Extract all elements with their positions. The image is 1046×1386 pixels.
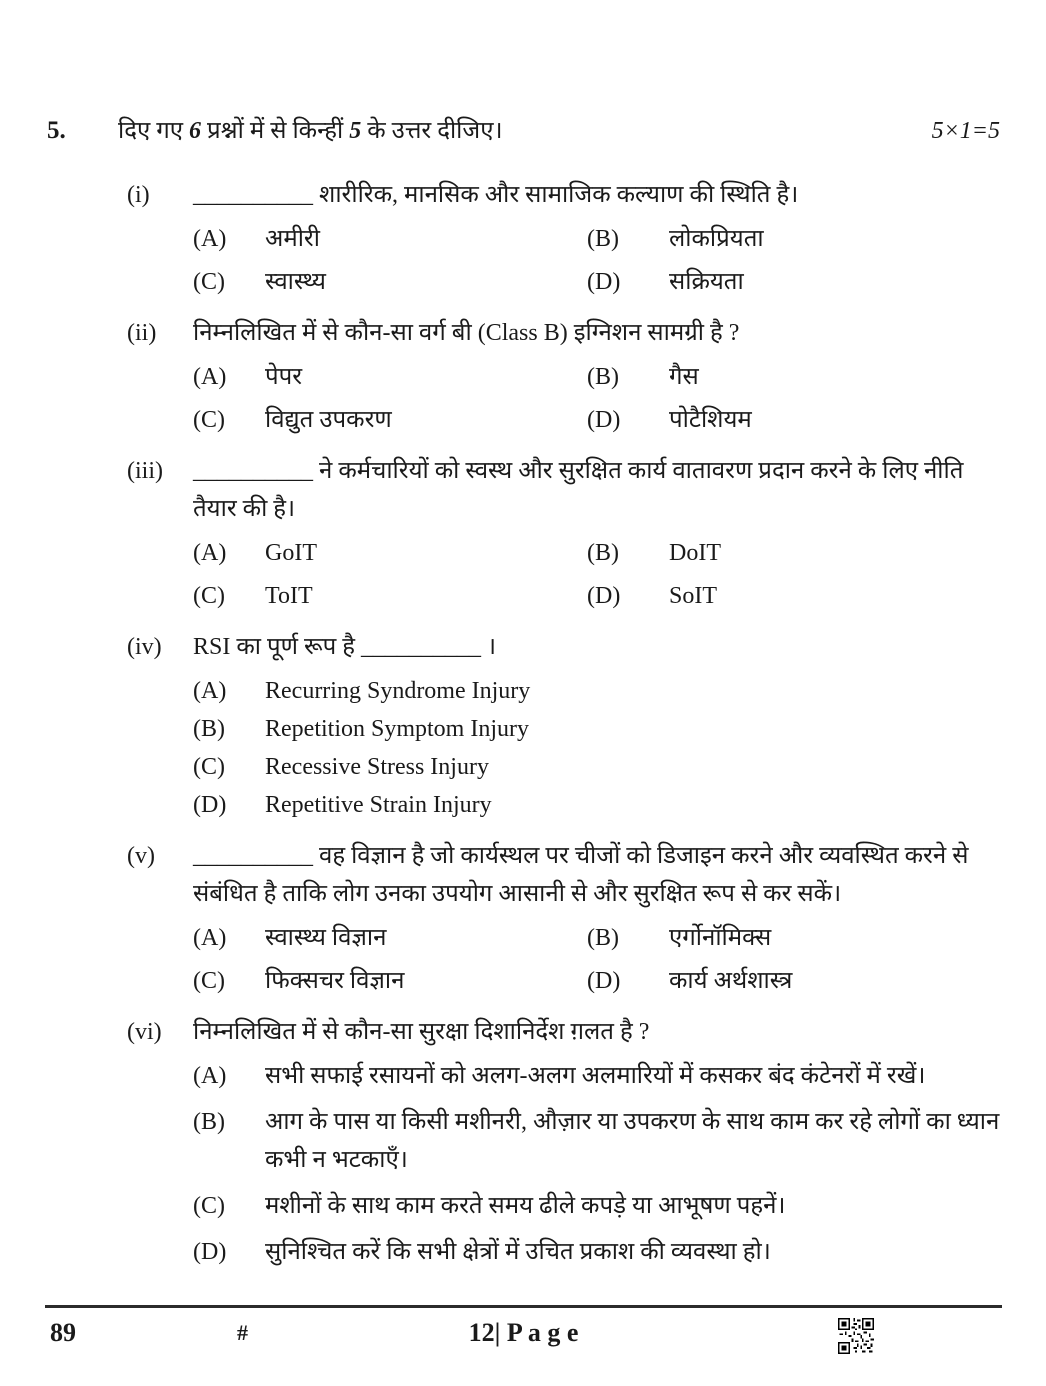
option-label: (C) (193, 407, 225, 433)
question-number: 5. (47, 117, 66, 144)
option-row (193, 358, 587, 396)
option-row (193, 1057, 1000, 1095)
sub-question-vi (47, 1013, 1000, 1271)
option-row (193, 672, 1000, 710)
question-stem: __________ शारीरिक, मानसिक और सामाजिक कल्याण की स्थिति है। (193, 182, 799, 208)
option-label: (B) (587, 540, 619, 566)
option-row (193, 710, 1000, 748)
option-label: (D) (587, 269, 621, 295)
option-text: GoIT (265, 540, 317, 566)
option-label: (D) (587, 583, 621, 609)
option-label: (C) (193, 754, 225, 780)
option-row (193, 748, 1000, 786)
option-row (193, 220, 587, 258)
options-group (193, 534, 1000, 615)
sub-question-body (193, 452, 1000, 615)
option-label: (A) (193, 540, 227, 566)
question-header (47, 112, 1000, 150)
sub-question-number: (iv) (127, 634, 162, 660)
option-label: (C) (193, 583, 225, 609)
question-intro (118, 112, 932, 150)
option-label: (A) (193, 364, 227, 390)
page-number-label: 12| P a g e (468, 1318, 579, 1347)
option-text: सभी सफाई रसायनों को अलग-अलग अलमारियों में कसकर बंद कंटेनरों में रखें। (265, 1063, 926, 1089)
option-label: (C) (193, 1193, 225, 1219)
option-text: गैस (669, 364, 699, 390)
option-text: अमीरी (265, 226, 320, 252)
option-text: फिक्सचर विज्ञान (265, 968, 405, 994)
sub-question-body (193, 837, 1000, 1000)
marks-label: 5×1=5 (931, 118, 1000, 144)
option-label: (B) (587, 925, 619, 951)
option-row (193, 1103, 1000, 1179)
sub-question-v (47, 837, 1000, 1000)
option-text: ToIT (265, 583, 313, 609)
option-row (193, 577, 587, 615)
option-text: Recurring Syndrome Injury (265, 678, 531, 704)
option-row (587, 919, 1000, 957)
sub-question-number: (ii) (127, 320, 157, 346)
option-label: (B) (587, 364, 619, 390)
option-text: आग के पास या किसी मशीनरी, औज़ार या उपकरण के साथ काम कर रहे लोगों का ध्यान कभी न भटकाएँ। (265, 1109, 1000, 1173)
option-row (587, 577, 1000, 615)
intro-text-part: के उत्तर दीजिए। (361, 118, 503, 144)
option-row (587, 534, 1000, 572)
options-group (193, 672, 1000, 824)
option-row (587, 401, 1000, 439)
option-row (587, 358, 1000, 396)
sub-question-number: (v) (127, 843, 155, 869)
sub-question-i (47, 176, 1000, 301)
option-label: (C) (193, 269, 225, 295)
option-label: (A) (193, 1063, 227, 1089)
sub-question-body (193, 314, 1000, 439)
option-row (193, 786, 1000, 824)
option-text: DoIT (669, 540, 721, 566)
hash-mark: # (237, 1320, 248, 1345)
option-row (193, 401, 587, 439)
question-stem: RSI का पूर्ण रूप है __________ । (193, 634, 497, 660)
sub-question-body (193, 176, 1000, 301)
sub-question-ii (47, 314, 1000, 439)
option-label: (A) (193, 678, 227, 704)
option-label: (D) (193, 1239, 227, 1265)
question-stem: निम्नलिखित में से कौन-सा वर्ग बी (Class B) इग्निशन सामग्री है ? (193, 320, 740, 346)
options-group (193, 919, 1000, 1000)
qr-code-icon (838, 1318, 874, 1354)
option-text: सक्रियता (669, 269, 744, 295)
option-label: (A) (193, 226, 227, 252)
question-stem: __________ ने कर्मचारियों को स्वस्थ और सुरक्षित कार्य वातावरण प्रदान करने के लिए नीति तैयार की है। (193, 458, 964, 522)
paper-code: 89 (50, 1318, 76, 1347)
option-text: सुनिश्चित करें कि सभी क्षेत्रों में उचित प्रकाश की व्यवस्था हो। (265, 1239, 771, 1265)
footer-divider (45, 1305, 1002, 1308)
option-text: पोटैशियम (669, 407, 752, 433)
option-label: (D) (587, 968, 621, 994)
intro-text-part: प्रश्नों में से किन्हीं (201, 118, 350, 144)
option-text: Repetition Symptom Injury (265, 716, 529, 742)
intro-text-part: दिए गए (118, 118, 190, 144)
option-row (193, 1187, 1000, 1225)
question-section (47, 112, 1000, 1271)
option-label: (B) (193, 1109, 225, 1135)
option-text: पेपर (265, 364, 303, 390)
option-text: स्वास्थ्य (265, 269, 326, 295)
option-row (193, 962, 587, 1000)
option-row (193, 263, 587, 301)
option-text: एर्गोनॉमिक्स (669, 925, 772, 951)
sub-question-number: (i) (127, 182, 150, 208)
question-stem: __________ वह विज्ञान है जो कार्यस्थल पर चीजों को डिजाइन करने और व्यवस्थित करने से संबंधित है ताकि लोग उनका उपयोग आसानी से और सुरक्षित रूप से कर सकें। (193, 843, 969, 907)
sub-question-number: (vi) (127, 1019, 162, 1045)
sub-question-iv (47, 628, 1000, 824)
option-label: (D) (587, 407, 621, 433)
options-group (193, 1057, 1000, 1271)
option-text: विद्युत उपकरण (265, 407, 392, 433)
option-text: Recessive Stress Injury (265, 754, 489, 780)
option-row (193, 919, 587, 957)
option-text: Repetitive Strain Injury (265, 792, 492, 818)
sub-question-body (193, 1013, 1000, 1271)
sub-question-body (193, 628, 1000, 824)
option-text: लोकप्रियता (669, 226, 764, 252)
intro-count: 6 (189, 118, 202, 144)
option-row (587, 263, 1000, 301)
options-group (193, 358, 1000, 439)
options-group (193, 220, 1000, 301)
option-label: (B) (587, 226, 619, 252)
sub-question-iii (47, 452, 1000, 615)
option-row (193, 1233, 1000, 1271)
option-row (587, 220, 1000, 258)
option-row (587, 962, 1000, 1000)
sub-question-number: (iii) (127, 458, 163, 484)
question-stem: निम्नलिखित में से कौन-सा सुरक्षा दिशानिर्देश ग़लत है ? (193, 1019, 650, 1045)
option-row (193, 534, 587, 572)
option-label: (D) (193, 792, 227, 818)
option-label: (C) (193, 968, 225, 994)
option-text: स्वास्थ्य विज्ञान (265, 925, 387, 951)
option-text: मशीनों के साथ काम करते समय ढीले कपड़े या आभूषण पहनें। (265, 1193, 786, 1219)
page-footer (45, 1316, 1002, 1368)
option-text: SoIT (669, 583, 717, 609)
intro-count: 5 (349, 118, 362, 144)
option-label: (A) (193, 925, 227, 951)
option-text: कार्य अर्थशास्त्र (669, 968, 793, 994)
option-label: (B) (193, 716, 225, 742)
